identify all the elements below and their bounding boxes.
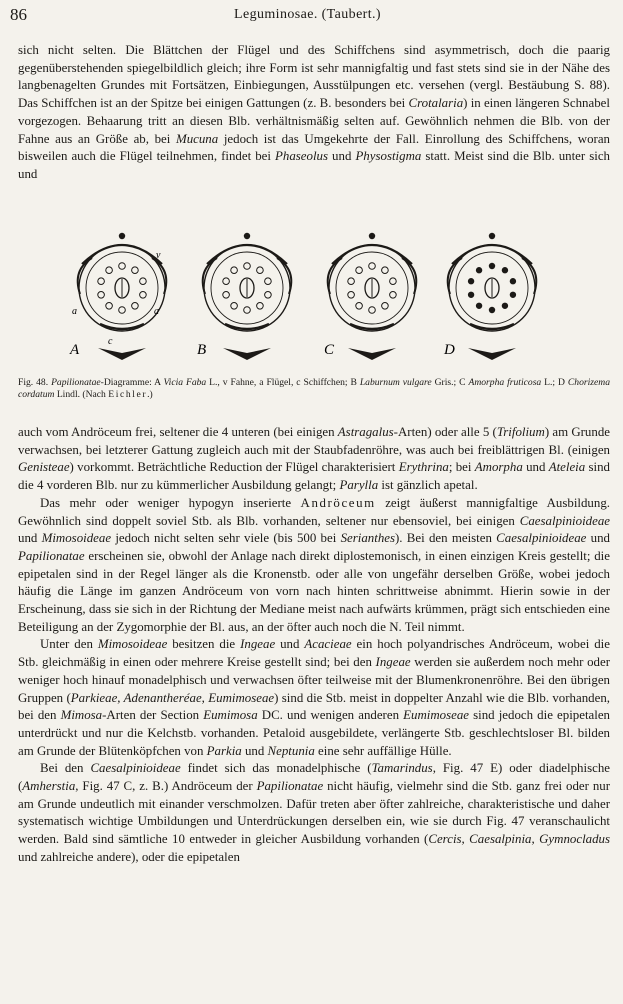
- page-number: 86: [10, 5, 27, 24]
- text-run: .): [147, 389, 153, 401]
- taxon-name: Mucuna: [175, 131, 219, 146]
- text-run: -Arten der Section: [102, 708, 204, 723]
- stamen: [489, 263, 495, 269]
- figure-48-diagrams: [52, 220, 572, 370]
- taxon-name: Trifolium: [496, 425, 545, 439]
- text-run: -Diagramme: A: [100, 377, 164, 388]
- axis-dot: [369, 233, 375, 239]
- text-run: auch vom Andröceum frei, seltener die 4 unteren (bei einigen: [18, 425, 338, 439]
- caption-figure-number: Fig. 48.: [18, 377, 52, 388]
- text-run: ) sind die Stb. meist in doppelter Anzahl wie die Blb. vorhanden, bei den: [18, 690, 610, 723]
- text-run: ) am Grunde verwachsen, bei letzterer Gattung zugleich auch mit der Staubfadenröhre, was auch bei freiblättrigen Bl. (einigen: [18, 425, 610, 457]
- taxon-name: Crotalaria: [408, 96, 464, 111]
- stamen: [98, 291, 105, 298]
- stamen: [265, 278, 272, 285]
- axis-dot: [244, 233, 250, 239]
- text-run: Lindl. (Nach: [54, 389, 109, 401]
- stamen: [476, 267, 482, 273]
- stamen: [140, 278, 147, 285]
- text-run: nicht häufig, vielmehr sind die Stb. ganz frei oder nur am Grunde undeutlich mit einander verschmolzen. Dafür treten aber öfter zahlreiche, charakteristische und daher systematisch wichtige Umbildungen und Unterdrückungen derselben ein, wie sie durch Fig. 47 veranschaulicht werden. Bald sind sämtliche 10 entweder in gleicher Ausbildung vorhanden (: [18, 779, 610, 847]
- stamen: [369, 307, 376, 314]
- text-run: Das mehr oder weniger hypogyn inserierte: [40, 495, 301, 510]
- text-run: Bei den: [40, 761, 91, 776]
- body-text-top: [18, 42, 610, 184]
- taxon-name: Eumimoseae: [403, 708, 469, 723]
- term-androeceum: Andröceum: [300, 495, 376, 510]
- stamen: [348, 291, 355, 298]
- taxon-name: Caesalpinioideae: [519, 513, 610, 528]
- text-run: und: [275, 637, 305, 652]
- text-run: erscheinen sie, obwohl der Anlage nach direkt diplostemonisch, in einen einzigen Kreis gestellt; die epipetalen sind in der Regel länger als die Kronenstb. oder alle von ungefähr derselben Größe, wobei jedoch häufig die Länge im ganzen Andröceum von vorn nach hinten schrittweise abnimmt. Hierin sowie in der Erscheinung, dass sie sich in der Richtung der Mediane meist nach aufwärts krümmen, prägt sich entschieden eine Beteiligung an der Zygomorphie der Bl. aus, an der öfter auch noch die N. Teil nimmt.: [18, 548, 610, 634]
- text-run: statt. Meist sind die Blb. unter sich und: [18, 149, 610, 181]
- wing-petal-right: [402, 258, 416, 294]
- text-run: findet sich das monadelphische (: [180, 761, 372, 776]
- wing-petal-right: [277, 258, 291, 294]
- taxon-name: Ingeae: [240, 637, 276, 652]
- taxon-name: Erythrina: [398, 460, 449, 475]
- paragraph-petals: [18, 42, 610, 184]
- panel-label-b: B: [197, 342, 207, 358]
- wing-petal-left: [203, 258, 217, 294]
- stamen: [390, 291, 397, 298]
- paragraph-petals-cont: [18, 424, 610, 495]
- stamen: [489, 307, 495, 313]
- taxon-name: Genisteae: [18, 460, 70, 475]
- stamen: [244, 263, 251, 270]
- taxon-name: Ateleia: [548, 460, 586, 475]
- text-run: , Fig. 47 C, z. B.) Andröceum der: [75, 779, 257, 794]
- stamen: [257, 267, 264, 274]
- taxon-name: Caesalpinioideae: [496, 531, 587, 546]
- stamen: [98, 278, 105, 285]
- subtending-bract: [468, 348, 516, 360]
- stamen: [223, 291, 230, 298]
- stamen: [244, 307, 251, 314]
- taxon-name: Ingeae: [375, 655, 411, 670]
- taxon-name: Eumimosa: [203, 708, 258, 723]
- taxon-name: Physostigma: [355, 149, 422, 164]
- taxon-name: Mimosoideae: [41, 531, 112, 546]
- taxon-name: Chorizema cordatum: [18, 377, 610, 401]
- wing-petal-right: [522, 258, 536, 294]
- text-run: ein hoch polyandrisches Andröceum, wobei die Stb. gleichmäßig in einen oder mehrere Kreise gestellt sind; bei den: [18, 637, 610, 670]
- stamen: [476, 303, 482, 309]
- page-header: [10, 4, 613, 26]
- label-v-standard: v: [156, 250, 161, 261]
- text-run: eine sehr auffällige Hülle.: [314, 743, 452, 758]
- subtending-bract: [348, 348, 396, 360]
- figure-caption: [18, 377, 610, 402]
- taxon-name: Tamarindus: [371, 761, 433, 776]
- stamen: [502, 303, 508, 309]
- text-run: DC. und wenigen anderen: [257, 708, 404, 723]
- text-run: ). Bei den meisten: [395, 531, 497, 546]
- stamen: [119, 307, 126, 314]
- stamen: [257, 302, 264, 309]
- text-run: zeigt äußerst mannigfaltige Ausbildung. Gewöhnlich sind doppelt soviel Stb. als Blb. vorhanden, seltener nur ebensoviel, bei einigen: [18, 495, 610, 528]
- stamen: [119, 263, 126, 270]
- stamen: [502, 267, 508, 273]
- taxon-name: Acacieae: [304, 637, 352, 652]
- taxon-name: Parkia: [206, 743, 242, 758]
- caption-title: Papilionatae: [51, 377, 101, 388]
- stamen: [132, 302, 139, 309]
- stamen: [132, 267, 139, 274]
- label-a-wing-right: a: [154, 306, 159, 317]
- stamen: [369, 263, 376, 270]
- label-c-keel: c: [108, 336, 113, 347]
- stamen: [510, 278, 516, 284]
- taxon-name: Amorpha: [474, 460, 523, 475]
- panel-label-c: C: [324, 342, 335, 358]
- author-name: Eichler: [108, 389, 148, 401]
- taxon-name: Caesalpinioideae: [90, 761, 181, 776]
- taxon-name: Parylla: [339, 478, 379, 493]
- taxon-name: Astragalus: [337, 425, 394, 439]
- taxon-name: Serianthes: [340, 531, 395, 546]
- subtending-bract: [98, 348, 146, 360]
- body-text-bottom: [18, 424, 610, 867]
- text-run: Unter den: [40, 637, 98, 652]
- stamen: [106, 302, 113, 309]
- taxon-name: Cercis, Caesalpinia, Gymnocladus: [428, 832, 611, 847]
- taxon-name: Papilionatae: [18, 548, 85, 563]
- text-run: ) in einen längeren Schnabel vorgezogen. Behaarung tritt an diesen Blb. verhältnismäßig selten auf. Gewöhnlich nehmen die Blb. von der Fahne aus an Größe ab, bei: [18, 96, 610, 146]
- panel-label-a: A: [70, 342, 80, 358]
- axis-dot: [119, 233, 125, 239]
- taxon-name: Mimosa: [60, 708, 103, 723]
- text-run: sich nicht selten. Die Blättchen der Flügel und des Schiffchens sind asymmetrisch, doch die paarig gegenüberstehenden spiegelbildlich gleich; ihre Form ist sehr mannigfaltig und fast stets sind sie in der Nähe des langbenagelten Grundes mit Fortsätzen, Einbiegungen, Ausstülpungen etc. versehen (vergl. Bestäubung S. 88). Das Schiffchen ist an der Spitze bei einigen Gattungen (z. B. besonders bei: [18, 43, 610, 111]
- text-run: und: [18, 531, 42, 546]
- text-run: besitzen die: [167, 637, 241, 652]
- taxon-name: Mimosoideae: [97, 637, 168, 652]
- stamen: [223, 278, 230, 285]
- label-a-wing: a: [72, 306, 77, 317]
- panel-label-d: D: [444, 342, 455, 358]
- stamen: [231, 267, 238, 274]
- wing-petal-right: [152, 258, 166, 294]
- text-run: und zahlreiche andere), oder die epipetalen: [18, 849, 240, 864]
- wing-petal-left: [78, 258, 92, 294]
- text-run: ; bei: [448, 460, 475, 475]
- text-run: und: [586, 531, 611, 546]
- taxon-name: Amorpha fruticosa: [468, 377, 542, 388]
- stamen: [510, 292, 516, 298]
- stamen: [356, 302, 363, 309]
- text-run: , Fig. 47 E) oder diadelphische (: [18, 761, 610, 794]
- stamen: [468, 292, 474, 298]
- stamen: [390, 278, 397, 285]
- axis-dot: [489, 233, 495, 239]
- stamen: [106, 267, 113, 274]
- stamen: [382, 302, 389, 309]
- text-run: -Arten) oder alle 5 (: [393, 425, 497, 439]
- text-run: und: [522, 460, 549, 475]
- subtending-bract: [223, 348, 271, 360]
- text-run: sind jedoch die epipetalen unterdrückt und nur die Kelchstb. vorhanden. Petaloid ausgebildete, verlängerte Stb. geschlechtsloser Bl. bilden am Grunde der Blütenköpfchen von: [18, 708, 610, 758]
- taxon-name: Vicia Faba: [163, 377, 207, 388]
- text-run: L., v Fahne, a Flügel, c Schiffchen; B: [206, 377, 360, 388]
- wing-petal-left: [328, 258, 342, 294]
- taxon-name: Neptunia: [267, 743, 315, 758]
- text-run: sind die 4 vorderen Blb. nur zu kümmerlicher Ausbildung gelangt;: [18, 460, 611, 493]
- stamen: [356, 267, 363, 274]
- stamen: [265, 291, 272, 298]
- text-run: L.; D: [541, 377, 568, 388]
- stamen: [348, 278, 355, 285]
- paragraph-androeceum: [18, 495, 610, 637]
- text-run: und: [328, 149, 356, 164]
- taxon-name: Amherstia: [22, 779, 76, 794]
- stamen: [468, 278, 474, 284]
- stamen: [231, 302, 238, 309]
- text-run: werden sie außerdem noch mehr oder weniger hoch hinauf monadelphisch und verwachsen öfter teilweise mit der Blumenkronenröhre. Bei den übrigen Gruppen (: [18, 655, 610, 705]
- text-run: und: [241, 743, 268, 758]
- stamen: [140, 291, 147, 298]
- text-run: ist gänzlich apetal.: [378, 478, 478, 493]
- wing-petal-left: [448, 258, 462, 294]
- floral-diagrams: [52, 220, 572, 370]
- text-run: jedoch nicht selten sehr viele (bis 500 bei: [111, 531, 341, 546]
- running-head: Leguminosae. (Taubert.): [234, 7, 381, 22]
- text-run: Gris.; C: [431, 377, 469, 388]
- text-run: jedoch ist das Umgekehrte der Fall. Einrollung des Schiffchens, woran bisweilen auch die Flügel teilnehmen, findet bei: [18, 131, 610, 164]
- taxon-name: Phaseolus: [275, 149, 329, 164]
- paragraph-mimosoideae: [18, 636, 610, 760]
- paragraph-caesalpinioideae: [18, 760, 610, 866]
- taxon-name: Parkieae, Adenantheréae, Eumimoseae: [70, 690, 275, 705]
- stamen: [382, 267, 389, 274]
- taxon-name: Papilionatae: [256, 779, 324, 794]
- taxon-name: Laburnum vulgare: [359, 377, 432, 388]
- text-run: ) vorkommt. Beträchtliche Reduction der Flügel charakterisiert: [69, 460, 399, 475]
